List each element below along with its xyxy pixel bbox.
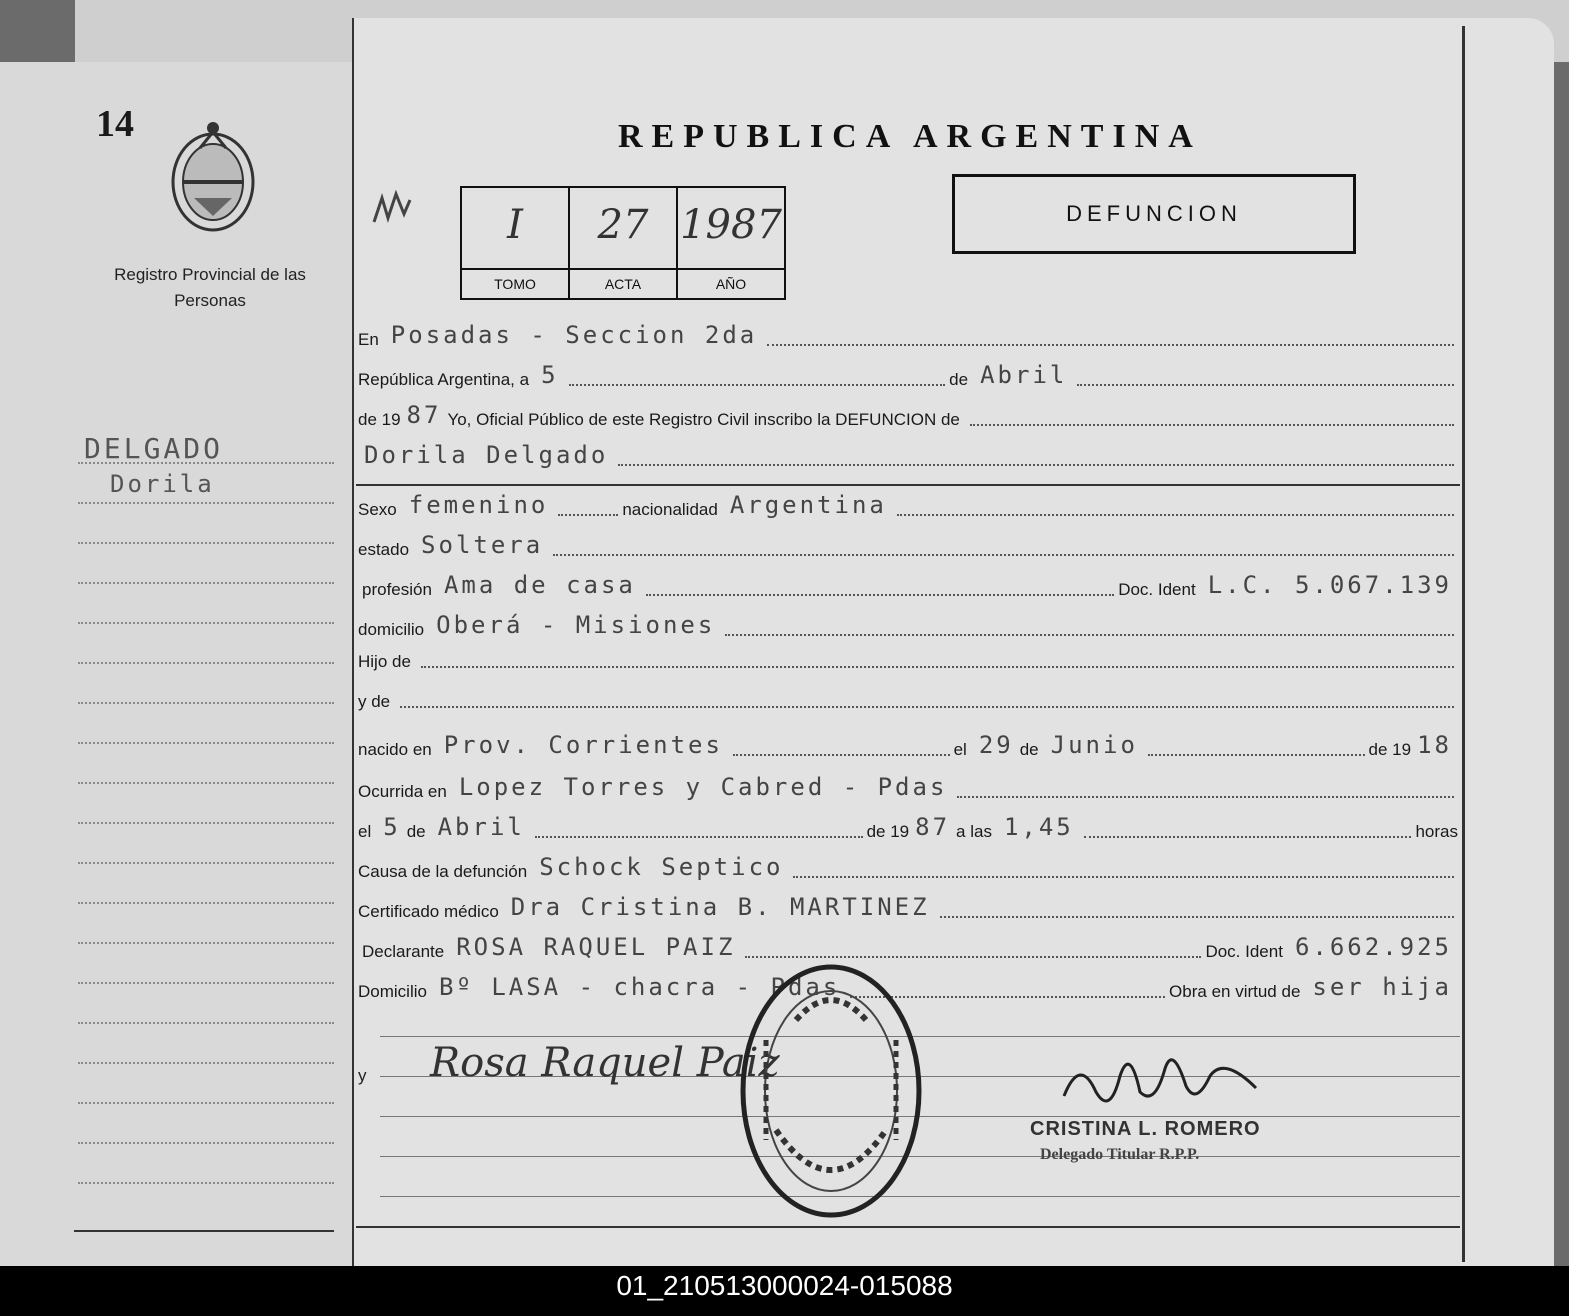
fill-line bbox=[767, 344, 1454, 346]
official-signature-icon bbox=[1060, 1036, 1260, 1121]
en-value: Posadas - Seccion 2da bbox=[390, 321, 758, 349]
row-en bbox=[358, 320, 1458, 350]
statement: Yo, Oficial Público de este Registro Civil inscribo la DEFUNCION de bbox=[447, 410, 960, 429]
margin-line bbox=[78, 582, 334, 584]
fill-line bbox=[558, 514, 618, 516]
death-month: Abril bbox=[437, 813, 525, 841]
margin-line bbox=[78, 782, 334, 784]
doc2-label: Doc. Ident bbox=[1205, 942, 1283, 961]
ano-value: 1987 bbox=[680, 202, 782, 248]
ocurrida-value: Lopez Torres y Cabred - Pdas bbox=[458, 773, 948, 801]
coat-of-arms-icon bbox=[160, 118, 266, 245]
deceased-name: Dorila Delgado bbox=[364, 441, 609, 469]
side-surname: DELGADO bbox=[84, 432, 224, 465]
tomo-value: I bbox=[507, 202, 523, 248]
death-year: 87 bbox=[915, 813, 951, 841]
nacido-label: nacido en bbox=[358, 740, 432, 759]
margin-line bbox=[78, 982, 334, 984]
fill-line bbox=[793, 876, 1454, 878]
domicilio2-value: Bº LASA - chacra - Pdas bbox=[438, 973, 841, 1001]
obra-value: ser hija bbox=[1312, 973, 1452, 1001]
birth-year-label: de 19 bbox=[1368, 740, 1412, 759]
margin-bottom-rule bbox=[74, 1230, 334, 1232]
fill-line bbox=[897, 514, 1454, 516]
fill-line bbox=[940, 916, 1454, 918]
image-caption: 01_210513000024-015088 bbox=[0, 1266, 1569, 1316]
right-border bbox=[1462, 26, 1465, 1262]
hour-value: 1,45 bbox=[1003, 813, 1074, 841]
section-rule bbox=[356, 484, 1460, 486]
acta-value: 27 bbox=[597, 202, 649, 248]
document-title: REPUBLICA ARGENTINA bbox=[618, 118, 1202, 155]
fill-line bbox=[400, 706, 1454, 708]
doc-label: Doc. Ident bbox=[1118, 580, 1196, 599]
death-day: 5 bbox=[383, 813, 401, 841]
margin-line bbox=[78, 542, 334, 544]
row-profesion bbox=[362, 570, 1458, 600]
row-certificado bbox=[358, 892, 1458, 922]
tomo-label: TOMO bbox=[462, 268, 568, 298]
row-y-de bbox=[358, 692, 1458, 712]
causa-label: Causa de la defunción bbox=[358, 862, 528, 881]
tomo-cell bbox=[462, 188, 570, 298]
el2-label: el bbox=[358, 822, 372, 841]
doc-value: L.C. 5.067.139 bbox=[1207, 571, 1452, 599]
year-value: 87 bbox=[406, 401, 442, 429]
month-value: Abril bbox=[980, 361, 1068, 389]
day-value: 5 bbox=[541, 361, 559, 389]
death-year-label: de 19 bbox=[866, 822, 910, 841]
nacionalidad-label: nacionalidad bbox=[622, 500, 718, 519]
birth-month: Junio bbox=[1050, 731, 1138, 759]
row-domicilio bbox=[358, 610, 1458, 640]
y-de-label: y de bbox=[358, 692, 391, 711]
margin-line bbox=[78, 942, 334, 944]
row-death-date bbox=[358, 812, 1458, 842]
fill-line bbox=[553, 554, 1454, 556]
margin-line bbox=[78, 1062, 334, 1064]
row-sexo bbox=[358, 490, 1458, 520]
fill-line bbox=[1084, 836, 1412, 838]
fill-line bbox=[1077, 384, 1454, 386]
domicilio2-label: Domicilio bbox=[358, 982, 427, 1001]
margin-line bbox=[78, 502, 334, 504]
fill-line bbox=[725, 634, 1454, 636]
ano-label: AÑO bbox=[678, 268, 784, 298]
fill-line bbox=[618, 464, 1454, 466]
margin-line bbox=[78, 702, 334, 704]
y-label: y bbox=[358, 1066, 367, 1085]
row-hijo bbox=[358, 652, 1458, 672]
rep-label: República Argentina, a bbox=[358, 370, 530, 389]
registry-name: Registro Provincial de las Personas bbox=[114, 265, 306, 310]
side-given-name: Dorila bbox=[110, 470, 215, 498]
a-las-label: a las bbox=[956, 822, 992, 841]
acta-cell bbox=[570, 188, 678, 298]
ocurrida-label: Ocurrida en bbox=[358, 782, 447, 801]
domicilio-value: Oberá - Misiones bbox=[436, 611, 716, 639]
estado-value: Soltera bbox=[421, 531, 544, 559]
fill-line bbox=[646, 594, 1114, 596]
cert-label: Certificado médico bbox=[358, 902, 499, 921]
margin-line bbox=[78, 862, 334, 864]
estado-label: estado bbox=[358, 540, 410, 559]
el-label: el bbox=[953, 740, 967, 759]
fill-line bbox=[733, 754, 950, 756]
row-nacido bbox=[358, 730, 1458, 760]
birth-year: 18 bbox=[1417, 731, 1452, 759]
registry-stamp-icon bbox=[736, 960, 926, 1227]
nacido-value: Prov. Corrientes bbox=[443, 731, 723, 759]
sexo-label: Sexo bbox=[358, 500, 397, 519]
profesion-label: profesión bbox=[362, 580, 432, 599]
fill-line bbox=[745, 956, 1201, 958]
death-de-label: de bbox=[406, 822, 426, 841]
margin-line bbox=[78, 1182, 334, 1184]
margin-line bbox=[78, 1142, 334, 1144]
hijo-label: Hijo de bbox=[358, 652, 411, 671]
declarant-signature: Rosa Raquel Paiz bbox=[430, 1040, 780, 1086]
record-box bbox=[460, 186, 786, 300]
row-causa bbox=[358, 852, 1458, 882]
horas-label: horas bbox=[1415, 822, 1458, 841]
fill-line bbox=[1148, 754, 1365, 756]
row-year bbox=[358, 400, 1458, 430]
fill-line bbox=[421, 666, 1454, 668]
margin-line bbox=[78, 902, 334, 904]
declarante-label: Declarante bbox=[362, 942, 445, 961]
handwritten-mark-icon bbox=[370, 188, 414, 233]
margin-line bbox=[78, 1022, 334, 1024]
margin-line bbox=[78, 622, 334, 624]
row-declarante bbox=[362, 932, 1458, 962]
en-label: En bbox=[358, 330, 379, 349]
causa-value: Schock Septico bbox=[539, 853, 784, 881]
birth-de-label: de bbox=[1019, 740, 1039, 759]
profesion-value: Ama de casa bbox=[443, 571, 636, 599]
fill-line bbox=[957, 796, 1454, 798]
fill-line bbox=[970, 424, 1454, 426]
official-title: Delegado Titular R.P.P. bbox=[1040, 1146, 1200, 1163]
acta-label: ACTA bbox=[570, 268, 676, 298]
doc2-value: 6.662.925 bbox=[1294, 933, 1452, 961]
cert-value: Dra Cristina B. MARTINEZ bbox=[510, 893, 930, 921]
declarante-value: ROSA RAQUEL PAIZ bbox=[456, 933, 736, 961]
row-date bbox=[358, 360, 1458, 390]
domicilio-label: domicilio bbox=[358, 620, 425, 639]
ano-cell bbox=[678, 188, 784, 298]
birth-day: 29 bbox=[978, 731, 1014, 759]
sexo-value: femenino bbox=[408, 491, 549, 519]
de-label: de bbox=[949, 370, 969, 389]
row-deceased bbox=[358, 440, 1458, 470]
year-label: de 19 bbox=[358, 410, 401, 429]
page-number: 14 bbox=[96, 103, 134, 145]
margin-line bbox=[78, 1102, 334, 1104]
nacionalidad-value: Argentina bbox=[729, 491, 887, 519]
row-estado bbox=[358, 530, 1458, 560]
document-type: DEFUNCION bbox=[952, 174, 1356, 254]
fill-line bbox=[569, 384, 946, 386]
official-name: CRISTINA L. ROMERO bbox=[1030, 1118, 1261, 1140]
margin-line bbox=[78, 662, 334, 664]
fill-line bbox=[535, 836, 863, 838]
row-ocurrida bbox=[358, 772, 1458, 802]
margin-line bbox=[78, 742, 334, 744]
margin-line bbox=[78, 822, 334, 824]
obra-label: Obra en virtud de bbox=[1169, 982, 1301, 1001]
